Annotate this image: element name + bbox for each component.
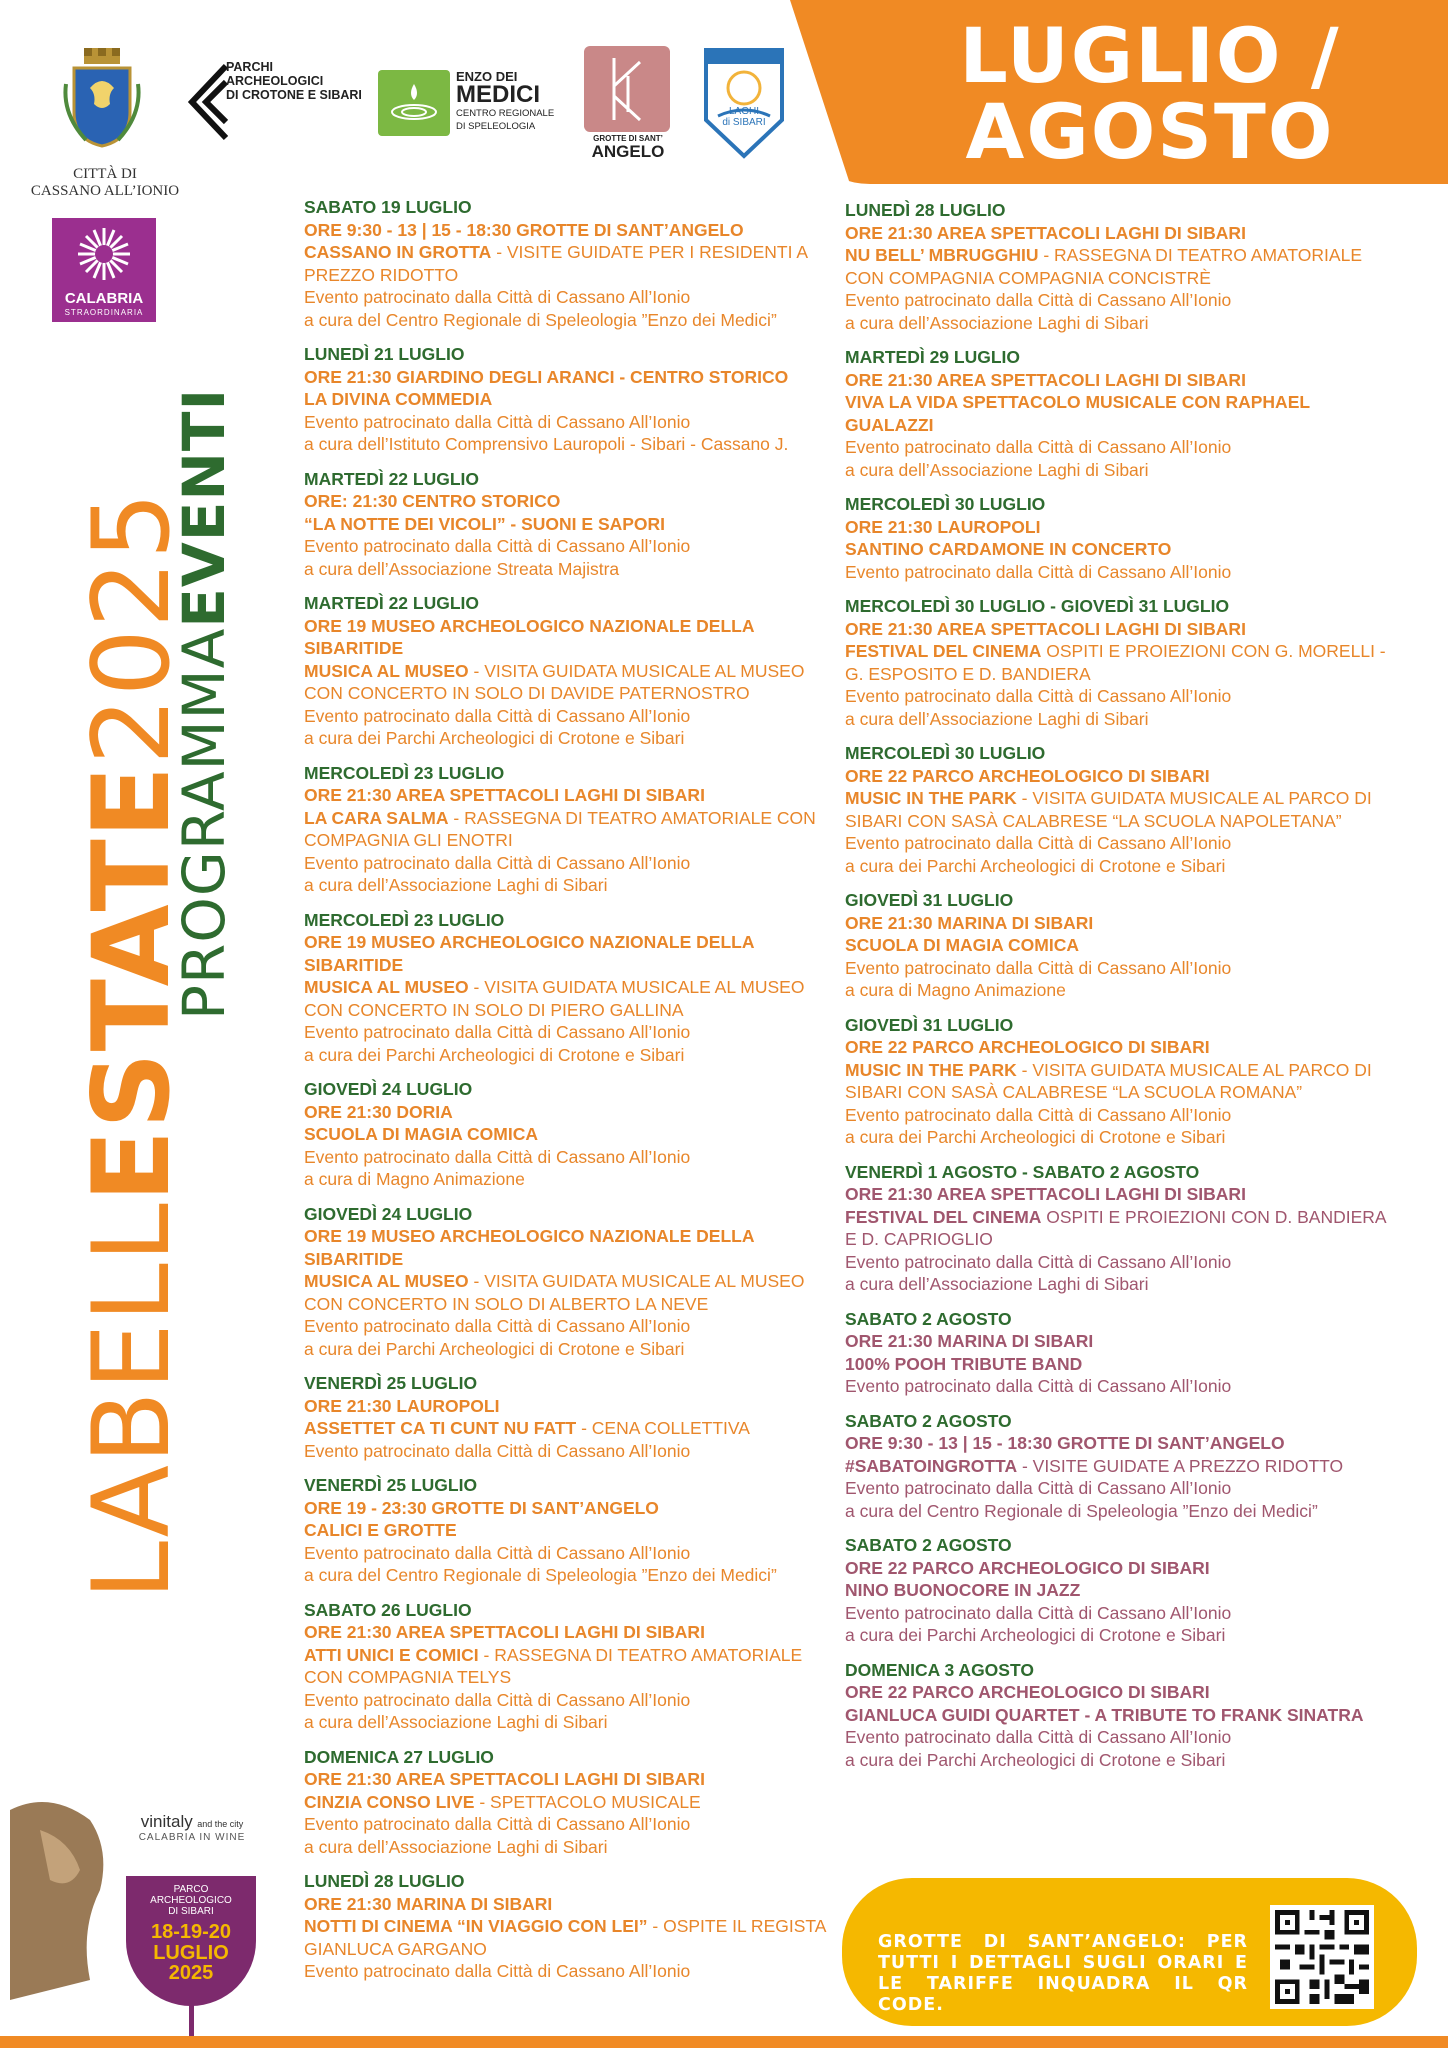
event-patron: Evento patrocinato dalla Città di Cassano All’Ionio — [845, 686, 1232, 706]
event-description: OSPITI E PROIEZIONI CON G. MORELLI - G. ESPOSITO E D. BANDIERA — [845, 641, 1386, 684]
bottom-bar — [0, 2036, 1448, 2048]
event-title: CINZIA CONSO LIVE — [304, 1791, 475, 1812]
event-date: GIOVEDÌ 24 LUGLIO — [304, 1203, 473, 1224]
event-title: 100% POOH TRIBUTE BAND — [845, 1353, 1083, 1374]
event-curator: a cura di Magno Animazione — [304, 1169, 525, 1189]
event-curator: a cura dei Parchi Archeologici di Crotone e Sibari — [304, 1044, 685, 1065]
event-name — [304, 513, 840, 536]
event-item — [304, 909, 840, 1067]
event-patron: Evento patrocinato dalla Città di Cassano All’Ionio — [304, 852, 691, 873]
wine-glass-stem — [189, 2004, 194, 2036]
event-name — [304, 1270, 840, 1315]
water-drop-logo-icon — [378, 70, 450, 136]
event-name — [845, 1704, 1395, 1727]
event-curator: a cura dell’Istituto Comprensivo Lauropoli - Sibari - Cassano J. — [304, 434, 789, 454]
event-patron: Evento patrocinato dalla Città di Cassano All’Ionio — [845, 561, 1232, 582]
event-curator: a cura del Centro Regionale di Speleologia ”Enzo dei Medici” — [304, 1565, 777, 1585]
event-date: VENERDÌ 25 LUGLIO — [304, 1475, 478, 1495]
event-item — [845, 1410, 1395, 1523]
event-time-place: ORE 22 PARCO ARCHEOLOGICO DI SIBARI — [845, 1037, 1210, 1057]
event-item — [845, 346, 1395, 481]
event-date: VENERDÌ 25 LUGLIO — [304, 1373, 478, 1393]
event-name — [845, 538, 1395, 561]
event-time-place: ORE 22 PARCO ARCHEOLOGICO DI SIBARI — [845, 1682, 1210, 1702]
event-name — [304, 660, 840, 705]
event-item — [845, 1161, 1395, 1296]
event-item — [845, 493, 1395, 583]
event-date: DOMENICA 27 LUGLIO — [304, 1746, 494, 1767]
event-curator: a cura dei Parchi Archeologici di Crotone e Sibari — [845, 1625, 1226, 1645]
event-name — [845, 787, 1395, 832]
event-title: MUSICA AL MUSEO — [304, 1271, 469, 1291]
event-name — [845, 1206, 1395, 1251]
event-patron: Evento patrocinato dalla Città di Cassano All’Ionio — [845, 1104, 1232, 1125]
event-name — [845, 1353, 1395, 1376]
event-item — [304, 1372, 840, 1462]
event-name — [845, 640, 1395, 685]
event-item — [845, 595, 1395, 730]
event-title: “LA NOTTE DEI VICOLI” - SUONI E SAPORI — [304, 513, 666, 534]
event-time-place: ORE 21:30 GIARDINO DEGLI ARANCI - CENTRO STORICO — [304, 366, 789, 387]
event-date: MERCOLEDÌ 30 LUGLIO — [845, 494, 1046, 514]
event-patron: Evento patrocinato dalla Città di Cassano All’Ionio — [304, 287, 691, 307]
event-patron: Evento patrocinato dalla Città di Cassano All’Ionio — [845, 833, 1232, 853]
event-title: SCUOLA DI MAGIA COMICA — [304, 1124, 538, 1144]
event-curator: a cura dell’Associazione Laghi di Sibari — [845, 459, 1149, 480]
event-title: SANTINO CARDAMONE IN CONCERTO — [845, 539, 1172, 559]
event-patron: Evento patrocinato dalla Città di Cassano All’Ionio — [304, 1814, 691, 1834]
event-title: NINO BUONOCORE IN JAZZ — [845, 1580, 1081, 1600]
event-patron: Evento patrocinato dalla Città di Cassano All’Ionio — [304, 1689, 691, 1710]
event-item — [845, 889, 1395, 1002]
event-curator: a cura del Centro Regionale di Speleologia ”Enzo dei Medici” — [304, 309, 777, 330]
event-time-place: ORE 21:30 AREA SPETTACOLI LAGHI DI SIBARI — [304, 1769, 705, 1789]
event-date: GIOVEDÌ 31 LUGLIO — [845, 890, 1014, 910]
event-description: - OSPITE IL REGISTA GIANLUCA GARGANO — [304, 1916, 826, 1959]
event-patron: Evento patrocinato dalla Città di Cassano All’Ionio — [845, 1727, 1232, 1747]
event-name — [304, 807, 840, 852]
event-time-place: ORE 21:30 AREA SPETTACOLI LAGHI DI SIBARI — [845, 1184, 1246, 1204]
event-curator: a cura dei Parchi Archeologici di Crotone e Sibari — [304, 1338, 685, 1359]
event-title: SCUOLA DI MAGIA COMICA — [845, 935, 1079, 955]
grotte-logo-text: GROTTE DI SANT’ ANGELO — [591, 134, 665, 161]
event-title: MUSIC IN THE PARK — [845, 788, 1017, 808]
statue-image — [0, 1790, 110, 2010]
event-time-place: ORE 21:30 AREA SPETTACOLI LAGHI DI SIBARI — [304, 785, 705, 805]
event-description: OSPITI E PROIEZIONI CON D. BANDIERA E D. CAPRIOGLIO — [845, 1206, 1386, 1249]
calabria-logo: CALABRIA STRAORDINARIA — [52, 218, 156, 322]
event-curator: a cura di Magno Animazione — [845, 980, 1066, 1000]
event-time-place: ORE 21:30 AREA SPETTACOLI LAGHI DI SIBARI — [845, 369, 1246, 390]
event-patron: Evento patrocinato dalla Città di Cassano All’Ionio — [845, 437, 1232, 457]
event-curator: a cura dell’Associazione Laghi di Sibari — [304, 1712, 608, 1732]
event-date: MARTEDÌ 22 LUGLIO — [304, 468, 480, 489]
event-date: MERCOLEDÌ 23 LUGLIO — [304, 762, 505, 783]
event-item — [845, 1659, 1395, 1772]
event-time-place: ORE 21:30 AREA SPETTACOLI LAGHI DI SIBARI — [304, 1622, 705, 1642]
event-time-place: ORE 21:30 AREA SPETTACOLI LAGHI DI SIBARI — [845, 222, 1246, 243]
event-description: - VISITA GUIDATA MUSICALE AL PARCO DI SIBARI CON SASÀ CALABRESE “LA SCUOLA NAPOLETANA” — [845, 788, 1372, 831]
enzo-logo-text: ENZO DEI MEDICI CENTRO REGIONALE DI SPELEOLOGIA — [456, 69, 555, 132]
event-date: MARTEDÌ 29 LUGLIO — [845, 347, 1021, 367]
event-curator: a cura dell’Associazione Laghi di Sibari — [845, 312, 1149, 333]
event-name — [304, 1644, 840, 1689]
parchi-logo-text: PARCHI ARCHEOLOGICI DI CROTONE E SIBARI — [226, 60, 362, 102]
event-patron: Evento patrocinato dalla Città di Cassano All’Ionio — [845, 957, 1232, 978]
event-time-place: ORE 21:30 MARINA DI SIBARI — [845, 1331, 1094, 1351]
event-description: - VISITA GUIDATA MUSICALE AL PARCO DI SIBARI CON SASÀ CALABRESE “LA SCUOLA ROMANA” — [845, 1059, 1372, 1102]
vinitaly-event: PARCO ARCHEOLOGICO DI SIBARI 18-19-20 LUGLIO 2025 — [150, 1884, 232, 1984]
event-title: GIANLUCA GUIDI QUARTET - A TRIBUTE TO FRANK SINATRA — [845, 1704, 1364, 1725]
event-description: - VISITA GUIDATA MUSICALE AL MUSEO CON CONCERTO IN SOLO DI DAVIDE PATERNOSTRO — [304, 660, 805, 703]
event-curator: a cura dell’Associazione Laghi di Sibari — [845, 1274, 1149, 1294]
month-line2: AGOSTO — [965, 87, 1335, 176]
right-event-list — [845, 199, 1395, 1783]
event-description: - SPETTACOLO MUSICALE — [474, 1791, 701, 1812]
event-patron: Evento patrocinato dalla Città di Cassano All’Ionio — [304, 1022, 691, 1042]
event-title: VIVA LA VIDA SPETTACOLO MUSICALE CON RAPHAEL GUALAZZI — [845, 392, 1310, 435]
event-time-place: ORE 21:30 LAUROPOLI — [304, 1395, 500, 1416]
event-item — [304, 1870, 840, 1983]
event-title: MUSICA AL MUSEO — [304, 977, 469, 997]
event-curator: a cura dell’Associazione Streata Majistra — [304, 558, 620, 579]
event-name — [845, 244, 1395, 289]
event-description: - VISITA GUIDATA MUSICALE AL MUSEO CON CONCERTO IN SOLO DI ALBERTO LA NEVE — [304, 1271, 805, 1314]
vinitaly-logo: vinitaly and the city CALABRIA IN WINE — [138, 1812, 246, 1843]
event-item — [304, 196, 840, 331]
event-date: SABATO 2 AGOSTO — [845, 1410, 1012, 1431]
event-date: LUNEDÌ 28 LUGLIO — [304, 1871, 465, 1891]
event-date: SABATO 2 AGOSTO — [845, 1308, 1012, 1329]
event-item — [304, 1474, 840, 1587]
event-description: - VISITE GUIDATE PER I RESIDENTI A PREZZO RIDOTTO — [304, 242, 808, 285]
event-name — [845, 934, 1395, 957]
event-patron: Evento patrocinato dalla Città di Cassano All’Ionio — [304, 536, 691, 556]
event-patron: Evento patrocinato dalla Città di Cassano All’Ionio — [304, 411, 691, 432]
event-item — [304, 1203, 840, 1361]
city-name: CITTÀ DI CASSANO ALL’IONIO — [30, 166, 180, 199]
event-title: ATTI UNICI E COMICI — [304, 1644, 479, 1665]
event-date: MERCOLEDÌ 30 LUGLIO — [845, 743, 1046, 763]
event-date: DOMENICA 3 AGOSTO — [845, 1659, 1034, 1680]
event-item — [304, 468, 840, 581]
event-date: SABATO 2 AGOSTO — [845, 1535, 1012, 1555]
event-date: GIOVEDÌ 24 LUGLIO — [304, 1079, 473, 1099]
event-title: CASSANO IN GROTTA — [304, 242, 492, 262]
month-title — [930, 11, 1370, 176]
event-title: NU BELL’ MBRUGGHIU — [845, 245, 1039, 265]
event-description: - RASSEGNA DI TEATRO AMATORIALE CON COMPAGNIA COMPAGNIA CONCISTRÈ — [845, 245, 1362, 288]
event-title: ASSETTET CA TI CUNT NU FATT — [304, 1418, 577, 1438]
event-description: - CENA COLLETTIVA — [576, 1418, 750, 1438]
event-title: FESTIVAL DEL CINEMA — [845, 1206, 1042, 1227]
left-event-list — [304, 196, 840, 1995]
event-name — [845, 1579, 1395, 1602]
event-date: MERCOLEDÌ 30 LUGLIO - GIOVEDÌ 31 LUGLIO — [845, 596, 1230, 616]
event-item — [845, 199, 1395, 334]
festival-title: LABELLESTATE2025 — [70, 491, 193, 1600]
qr-code-icon[interactable] — [1270, 1905, 1374, 2009]
cave-logo-icon — [584, 46, 670, 132]
event-name — [845, 1455, 1395, 1478]
event-description: - VISITE GUIDATE A PREZZO RIDOTTO — [1017, 1455, 1344, 1476]
event-title: MUSIC IN THE PARK — [845, 1059, 1017, 1080]
event-name — [304, 388, 840, 411]
event-curator: a cura dell’Associazione Laghi di Sibari — [304, 1836, 608, 1857]
event-name — [304, 1123, 840, 1146]
event-time-place: ORE 19 - 23:30 GROTTE DI SANT’ANGELO — [304, 1497, 659, 1518]
event-name — [304, 241, 840, 286]
shield-logo-icon — [702, 46, 786, 162]
event-item — [845, 742, 1395, 877]
event-date: MERCOLEDÌ 23 LUGLIO — [304, 909, 505, 930]
event-name — [304, 1791, 840, 1814]
event-time-place: ORE 19 MUSEO ARCHEOLOGICO NAZIONALE DELLA SIBARITIDE — [304, 1226, 754, 1269]
event-curator: a cura dell’Associazione Laghi di Sibari — [845, 708, 1149, 729]
event-date: GIOVEDÌ 31 LUGLIO — [845, 1014, 1014, 1035]
event-patron: Evento patrocinato dalla Città di Cassano All’Ionio — [845, 1376, 1232, 1396]
event-time-place: ORE 21:30 MARINA DI SIBARI — [304, 1893, 553, 1914]
event-time-place: ORE 19 MUSEO ARCHEOLOGICO NAZIONALE DELLA SIBARITIDE — [304, 932, 754, 975]
event-date: SABATO 19 LUGLIO — [304, 197, 472, 217]
event-title: LA CARA SALMA — [304, 807, 449, 828]
event-patron: Evento patrocinato dalla Città di Cassano All’Ionio — [304, 1961, 691, 1981]
coat-of-arms-icon — [62, 44, 142, 164]
event-name — [845, 1059, 1395, 1104]
event-time-place: ORE 9:30 - 13 | 15 - 18:30 GROTTE DI SANT’ANGELO — [304, 219, 744, 240]
event-curator: a cura dell’Associazione Laghi di Sibari — [304, 875, 608, 895]
event-title: LA DIVINA COMMEDIA — [304, 389, 493, 409]
event-item — [845, 1534, 1395, 1647]
event-time-place: ORE 22 PARCO ARCHEOLOGICO DI SIBARI — [845, 1557, 1210, 1578]
event-curator: a cura dei Parchi Archeologici di Crotone e Sibari — [845, 1127, 1226, 1147]
event-title: CALICI E GROTTE — [304, 1520, 457, 1540]
event-patron: Evento patrocinato dalla Città di Cassano All’Ionio — [845, 1478, 1232, 1498]
program-subtitle: PROGRAMMAEVENTI — [170, 387, 238, 1020]
event-patron: Evento patrocinato dalla Città di Cassano All’Ionio — [845, 290, 1232, 310]
event-time-place: ORE 21:30 LAUROPOLI — [845, 516, 1041, 537]
laghi-logo-text: LAGHI di SIBARI — [722, 106, 766, 128]
event-date: MARTEDÌ 22 LUGLIO — [304, 593, 480, 613]
chevron-logo-icon — [188, 62, 228, 142]
event-time-place: ORE 22 PARCO ARCHEOLOGICO DI SIBARI — [845, 765, 1210, 786]
event-item — [304, 343, 840, 456]
event-time-place: ORE: 21:30 CENTRO STORICO — [304, 491, 561, 511]
event-item — [304, 1746, 840, 1859]
event-description: - RASSEGNA DI TEATRO AMATORIALE CON COMPAGNIA GLI ENOTRI — [304, 807, 816, 850]
event-item — [845, 1308, 1395, 1398]
event-date: LUNEDÌ 28 LUGLIO — [845, 200, 1006, 220]
event-item — [304, 1078, 840, 1191]
event-date: SABATO 26 LUGLIO — [304, 1599, 472, 1620]
event-curator: a cura dei Parchi Archeologici di Crotone e Sibari — [304, 728, 685, 748]
event-name — [304, 1915, 840, 1960]
event-time-place: ORE 21:30 MARINA DI SIBARI — [845, 912, 1094, 933]
event-patron: Evento patrocinato dalla Città di Cassano All’Ionio — [304, 1440, 691, 1461]
event-time-place: ORE 19 MUSEO ARCHEOLOGICO NAZIONALE DELLA SIBARITIDE — [304, 615, 754, 658]
event-patron: Evento patrocinato dalla Città di Cassano All’Ionio — [304, 1542, 691, 1563]
event-time-place: ORE 9:30 - 13 | 15 - 18:30 GROTTE DI SANT’ANGELO — [845, 1433, 1285, 1453]
event-title: #SABATOINGROTTA — [845, 1455, 1018, 1476]
event-patron: Evento patrocinato dalla Città di Cassano All’Ionio — [304, 1316, 691, 1336]
event-description: - VISITA GUIDATA MUSICALE AL MUSEO CON CONCERTO IN SOLO DI PIERO GALLINA — [304, 977, 805, 1020]
event-patron: Evento patrocinato dalla Città di Cassano All’Ionio — [304, 705, 691, 726]
event-item — [845, 1014, 1395, 1149]
event-name — [304, 1519, 840, 1542]
event-item — [304, 1599, 840, 1734]
event-name — [304, 1417, 840, 1440]
event-date: LUNEDÌ 21 LUGLIO — [304, 344, 465, 364]
event-patron: Evento patrocinato dalla Città di Cassano All’Ionio — [845, 1602, 1232, 1623]
event-curator: a cura dei Parchi Archeologici di Crotone e Sibari — [845, 855, 1226, 876]
event-description: - RASSEGNA DI TEATRO AMATORIALE CON COMPAGNIA TELYS — [304, 1644, 803, 1687]
month-line1: LUGLIO / — [959, 11, 1341, 100]
event-time-place: ORE 21:30 AREA SPETTACOLI LAGHI DI SIBARI — [845, 618, 1246, 639]
event-name — [304, 976, 840, 1021]
event-patron: Evento patrocinato dalla Città di Cassano All’Ionio — [845, 1251, 1232, 1272]
event-curator: a cura dei Parchi Archeologici di Crotone e Sibari — [845, 1749, 1226, 1770]
event-patron: Evento patrocinato dalla Città di Cassano All’Ionio — [304, 1146, 691, 1167]
event-title: MUSICA AL MUSEO — [304, 660, 469, 681]
event-title: NOTTI DI CINEMA “IN VIAGGIO CON LEI” — [304, 1916, 648, 1936]
event-date: VENERDÌ 1 AGOSTO - SABATO 2 AGOSTO — [845, 1161, 1200, 1182]
sun-logo-icon — [74, 224, 134, 284]
event-item — [304, 592, 840, 750]
qr-info-text: GROTTE DI SANT’ANGELO: PER TUTTI I DETTAGLI SUGLI ORARI E LE TARIFFE INQUADRA IL QR CODE. — [878, 1932, 1248, 2015]
event-item — [304, 762, 840, 897]
event-curator: a cura del Centro Regionale di Speleologia ”Enzo dei Medici” — [845, 1500, 1318, 1521]
event-name — [845, 391, 1395, 436]
event-time-place: ORE 21:30 DORIA — [304, 1101, 453, 1122]
event-title: FESTIVAL DEL CINEMA — [845, 641, 1042, 661]
